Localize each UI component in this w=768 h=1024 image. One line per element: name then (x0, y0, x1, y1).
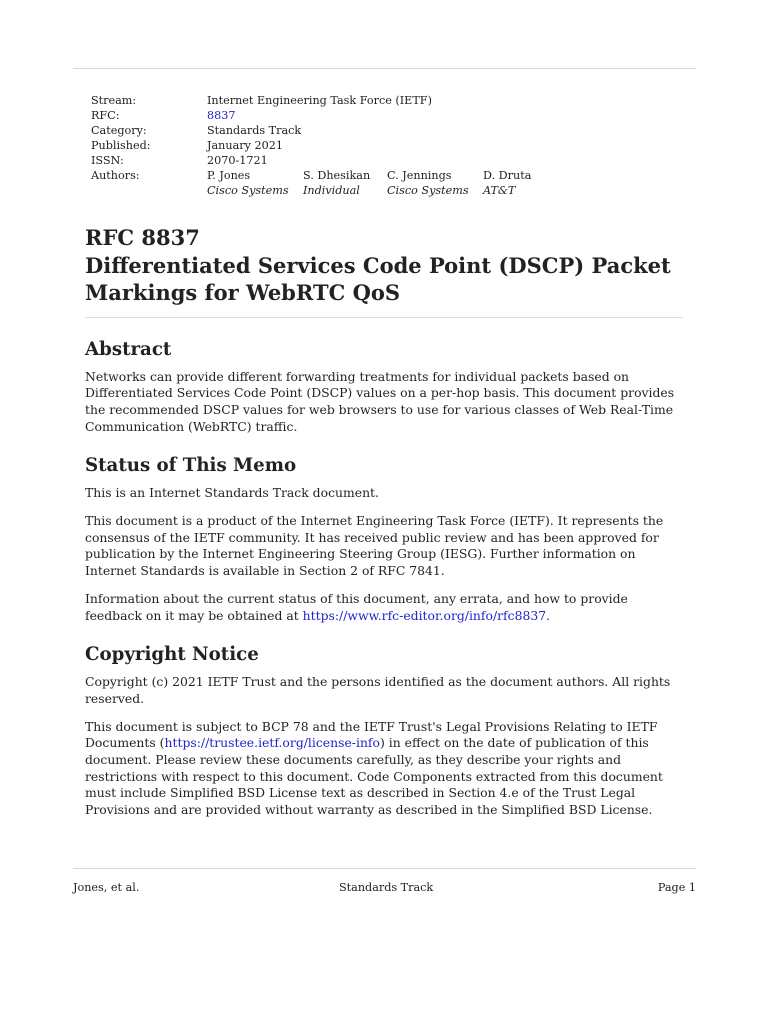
status-paragraph-3 (85, 591, 685, 624)
header-divider (73, 68, 696, 69)
author-entry (303, 168, 387, 198)
meta-authors-label: Authors: (91, 169, 140, 182)
author-entry (207, 168, 303, 198)
title-line-1: Differentiated Services Code Point (DSCP) Packet (85, 252, 671, 278)
copyright-heading: Copyright Notice (85, 644, 259, 666)
status-p3-text: Information about the current status of this document, any errata, and how to provide feedback on it may be obtained at (85, 590, 628, 623)
meta-category-row (91, 123, 531, 138)
meta-authors-row (91, 168, 531, 198)
meta-stream-value: Internet Engineering Task Force (IETF) (207, 94, 432, 107)
author-org: AT&T (483, 184, 516, 197)
title-line-2: Markings for WebRTC QoS (85, 280, 401, 305)
meta-issn-row (91, 153, 531, 168)
meta-stream-label: Stream: (91, 94, 137, 107)
author-name: D. Druta (483, 169, 532, 182)
status-heading: Status of This Memo (85, 455, 297, 477)
meta-category-value: Standards Track (207, 124, 302, 137)
author-name: P. Jones (207, 169, 251, 182)
meta-issn-label: ISSN: (91, 154, 124, 167)
meta-issn-value: 2070-1721 (207, 154, 268, 167)
abstract-heading: Abstract (85, 338, 172, 360)
document-body (85, 224, 685, 830)
footer-divider (73, 868, 696, 869)
author-entry (387, 168, 483, 198)
author-org: Cisco Systems (207, 184, 289, 197)
status-paragraph-2: This document is a product of the Internet Engineering Task Force (IETF). It represents the consensus of the IETF community. It has received public review and has been approved for publication by the Internet Engineering Steering Group (IESG). Further information on Internet Standards is available in Section 2 of RFC 7841. (85, 513, 664, 579)
copyright-paragraph-1: Copyright (c) 2021 IETF Trust and the persons identified as the document authors. All rights reserved. (85, 674, 671, 706)
copyright-p2-text: This document is subject to BCP 78 and the IETF Trust's Legal Provisions Relating to IETF Documents ( (85, 718, 658, 751)
meta-published-value: January 2021 (207, 139, 283, 152)
meta-rfc-link[interactable]: 8837 (207, 109, 236, 122)
document-metadata (91, 93, 531, 198)
footer-page-number: Page 1 (657, 881, 696, 894)
title-divider (85, 317, 683, 318)
author-list (207, 168, 531, 198)
meta-rfc-label: RFC: (91, 109, 120, 122)
status-p3-end: . (546, 607, 551, 623)
author-entry (483, 168, 531, 198)
author-name: C. Jennings (387, 169, 452, 182)
meta-category-label: Category: (91, 124, 147, 137)
abstract-paragraph: Networks can provide different forwarding treatments for individual packets based on Differentiated Services Code Point (DSCP) values on a per-hop basis. This document provides the recommended DSCP values for web browsers to use for various classes of Web Real-Time Communication (WebRTC) traffic. (85, 368, 675, 434)
footer-authors: Jones, et al. (73, 881, 140, 894)
meta-stream-row (91, 93, 531, 108)
rfc-editor-info-link[interactable]: https://www.rfc-editor.org/info/rfc8837 (302, 607, 547, 623)
meta-published-row (91, 138, 531, 153)
title-rfc-number: RFC 8837 (85, 225, 200, 250)
author-org: Individual (303, 184, 360, 197)
footer-category: Standards Track (339, 881, 434, 894)
meta-rfc-row (91, 108, 531, 123)
meta-published-label: Published: (91, 139, 151, 152)
status-paragraph-1: This is an Internet Standards Track document. (85, 485, 379, 501)
copyright-p2-end: ) in effect on the date of publication of this document. Please review these documents carefully, as they describe your rights and restrictions with respect to this document. Code Components extracted from this document must include Simplified BSD License text as described in Section 4.e of the Trust Legal Provisions and are provided without warranty as described in the Simplified BSD License. (85, 735, 663, 818)
author-org: Cisco Systems (387, 184, 469, 197)
document-title (85, 224, 685, 307)
author-name: S. Dhesikan (303, 169, 371, 182)
copyright-paragraph-2 (85, 719, 685, 819)
trustee-license-link[interactable]: https://trustee.ietf.org/license-info (164, 735, 380, 751)
